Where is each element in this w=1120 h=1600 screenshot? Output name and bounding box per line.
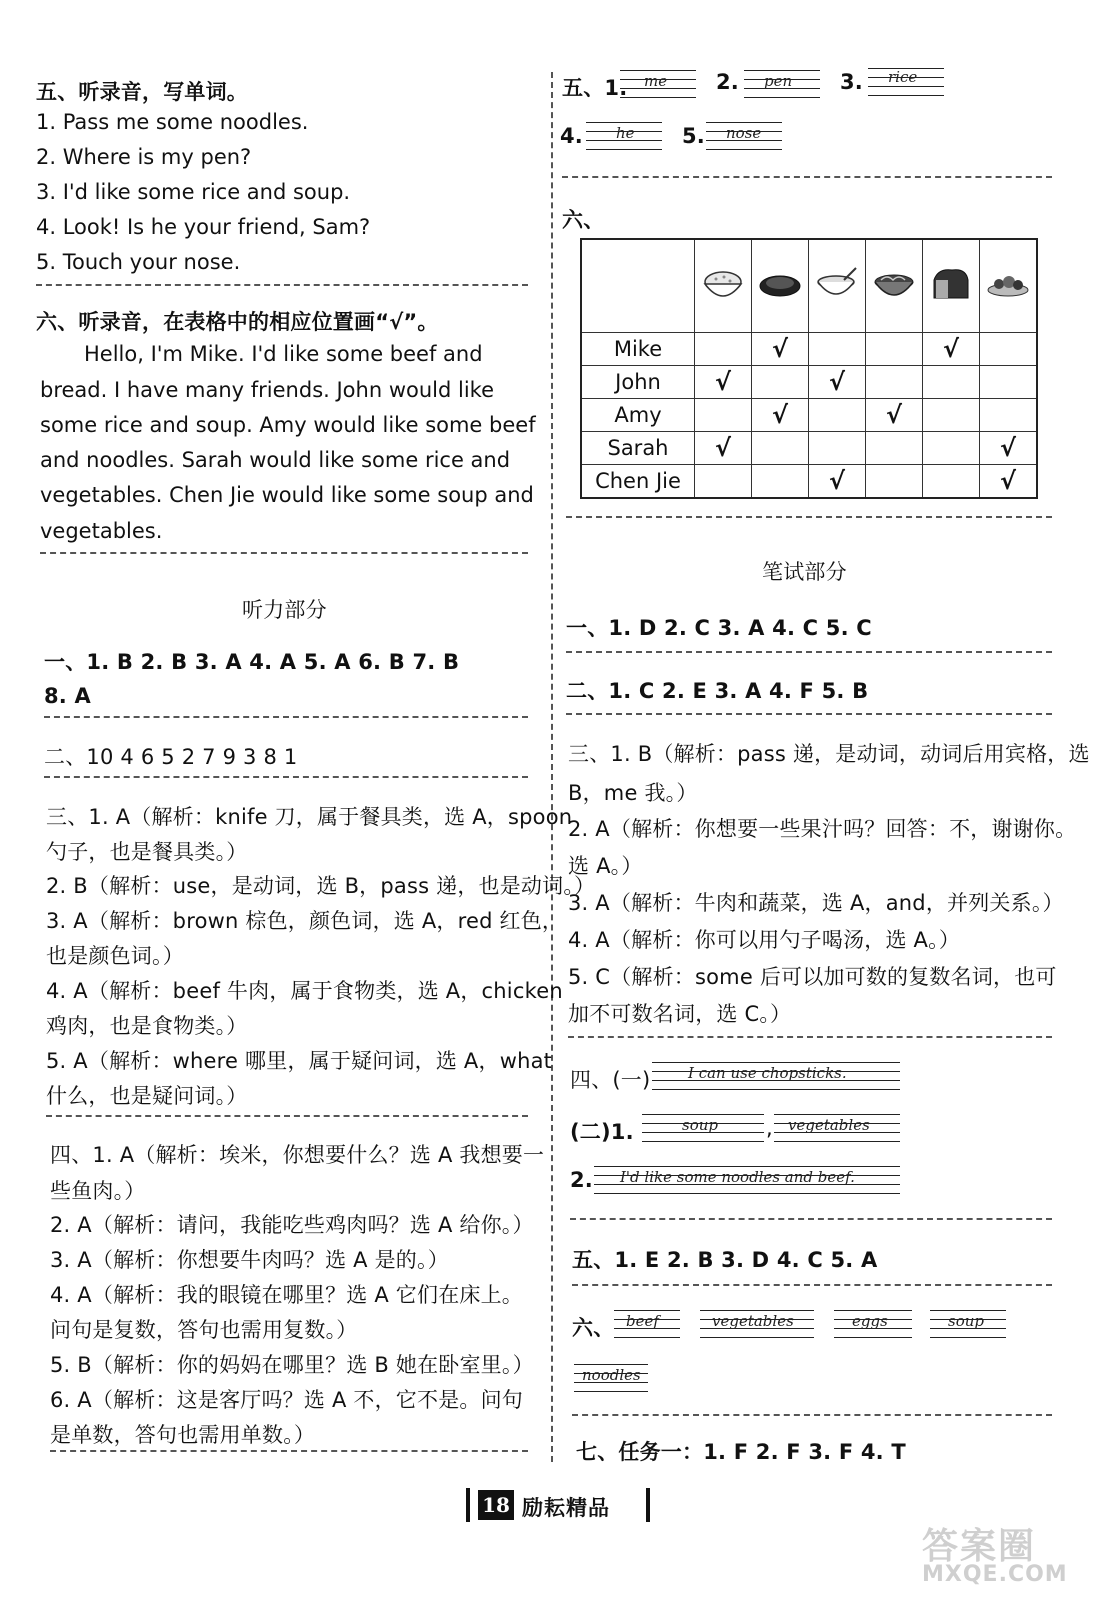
answer-line: 四、1. A（解析：埃米，你想要什么？选 A 我想要一 [50,1143,545,1167]
answer-line: 些鱼肉。） [50,1179,146,1203]
check-mark: √ [828,368,845,396]
section-4-label: 四、(一) [570,1068,651,1092]
answer-line: 2. A（解析：你想要一些果汁吗？回答：不，谢谢你。 [568,817,1077,841]
beef-icon [757,264,803,304]
handwritten-answer: me [644,72,668,90]
writing-line [868,66,944,98]
divider [566,651,1052,653]
section-6-title: 六、听录音，在表格中的相应位置画“√”。 [36,310,439,334]
divider [46,1115,528,1117]
divider [570,1218,1052,1220]
check-mark: √ [714,434,731,462]
answer-line: 3. A（解析：你想要牛肉吗？选 A 是的。） [50,1248,449,1272]
rice-icon [700,264,746,304]
divider [572,1414,1052,1416]
section-6b-label: 六、 [572,1316,615,1340]
check-mark: √ [999,434,1016,462]
answer-line: 七、任务一：1. F 2. F 3. F 4. T [576,1440,906,1464]
passage-line: vegetables. [40,519,163,543]
answer-line: 2. B（解析：use，是动词，选 B，pass 递，也是动词。） [46,874,596,898]
divider [562,176,1052,178]
writing-line [594,1164,900,1196]
answer-table [580,238,1038,499]
table-row [581,399,1037,432]
divider [566,516,1052,518]
check-mark: √ [999,467,1016,495]
check-mark: √ [828,467,845,495]
writing-line [930,1308,1006,1340]
answer-line: 5. C（解析：some 后可以加可数的复数名词，也可 [568,965,1057,989]
handwritten-answer: vegetables [712,1312,794,1330]
writing-line [586,120,662,152]
transcript-line: 3. I'd like some rice and soup. [36,180,351,204]
check-mark: √ [714,368,731,396]
answer-line: 鸡肉，也是食物类。） [46,1014,248,1038]
table-row [581,333,1037,366]
watermark-url: MXQE.COM [922,1562,1068,1587]
handwritten-answer: he [616,124,635,142]
writing-line [614,1308,680,1340]
handwritten-answer: noodles [582,1366,641,1384]
item-number: 5. [682,124,705,148]
passage-line: bread. I have many friends. John would like [40,378,495,402]
answer-line: 二、10 4 6 5 2 7 9 3 8 1 [44,745,298,769]
handwritten-answer: eggs [852,1312,888,1330]
table-header-row [581,239,1037,333]
brand-name: 励耘精品 [522,1496,610,1520]
answer-line: B，me 我。） [568,781,698,805]
row-name: John [581,366,695,399]
answer-line: 5. B（解析：你的妈妈在哪里？选 B 她在卧室里。） [50,1353,534,1377]
answer-line: 3. A（解析：牛肉和蔬菜，选 A，and，并列关系。） [568,891,1064,915]
writing-line [652,1060,900,1092]
transcript-line: 4. Look! Is he your friend, Sam? [36,215,371,239]
answer-line: 4. A（解析：beef 牛肉，属于食物类，选 A，chicken [46,979,563,1003]
item-number: 2. [716,70,739,94]
writing-line [834,1308,912,1340]
answer-line: 什么，也是疑问词。） [46,1084,248,1108]
passage-line: vegetables. Chen Jie would like some soup and [40,483,534,507]
row-name: Mike [581,333,695,366]
divider [566,713,1052,715]
handwritten-answer: pen [764,72,793,90]
answer-line: 6. A（解析：这是客厅吗？选 A 不，它不是。问句 [50,1388,523,1412]
writing-line [706,120,782,152]
passage-line: and noodles. Sarah would like some rice and [40,448,511,472]
answer-line: 三、1. A（解析：knife 刀，属于餐具类，选 A，spoon [46,805,573,829]
answer-line: 是单数，答句也需用单数。） [50,1423,316,1447]
table-corner [581,239,695,333]
answer-line: 二、1. C 2. E 3. A 4. F 5. B [566,679,869,703]
handwritten-answer: soup [948,1312,984,1330]
footer-bar-left [466,1488,470,1522]
divider [44,776,528,778]
footer [466,1488,652,1522]
divider [568,1036,1052,1038]
answer-line: 5. A（解析：where 哪里，属于疑问词，选 A，what [46,1049,553,1073]
transcript-line: 5. Touch your nose. [36,250,241,274]
soup-icon [814,264,860,304]
writing-line [700,1308,814,1340]
section-5-label: 五、1. [562,76,628,100]
check-mark: √ [771,401,788,429]
answer-line: 一、1. B 2. B 3. A 4. A 5. A 6. B 7. B [44,650,460,674]
table-row [581,432,1037,465]
passage-line: some rice and soup. Amy would like some beef [40,413,536,437]
vegetables-icon [985,264,1031,304]
comma: , [766,1116,773,1140]
handwritten-answer: I can use chopsticks. [688,1064,847,1082]
writing-line [642,1112,764,1144]
writing-line [744,68,820,100]
writing-line [620,68,696,100]
answer-line: 2. A（解析：请问，我能吃些鸡肉吗？选 A 给你。） [50,1213,534,1237]
handwritten-answer: soup [682,1116,718,1134]
divider [36,284,528,286]
noodles-icon [871,264,917,304]
section-5-title: 五、听录音，写单词。 [36,80,248,104]
section-6-label: 六、 [562,208,605,232]
answer-line: 勺子，也是餐具类。） [46,840,248,864]
row-name: Sarah [581,432,695,465]
answer-line: 4. A（解析：你可以用勺子喝汤，选 A。） [568,928,961,952]
item-number: 3. [840,70,863,94]
handwritten-answer: I'd like some noodles and beef. [620,1168,855,1186]
answer-line: 加不可数名词，选 C。） [568,1002,792,1026]
divider [50,1450,528,1452]
handwritten-answer: rice [888,68,918,86]
handwritten-answer: vegetables [788,1116,870,1134]
writing-line [774,1112,900,1144]
page-number: 18 [478,1490,514,1520]
footer-bar-right [646,1488,650,1522]
item-number: 2. [570,1168,593,1192]
answer-line: 4. A（解析：我的眼镜在哪里？选 A 它们在床上。 [50,1283,523,1307]
row-name: Amy [581,399,695,432]
divider [44,716,528,718]
listening-heading: 听力部分 [242,598,327,622]
passage-line: Hello, I'm Mike. I'd like some beef and [84,342,483,366]
bread-icon [928,264,974,304]
transcript-line: 1. Pass me some noodles. [36,110,309,134]
written-heading: 笔试部分 [762,560,847,584]
answer-line: 8. A [44,684,91,708]
writing-line [574,1362,648,1394]
answer-line: 选 A。） [568,854,643,878]
answer-line: 也是颜色词。） [46,944,184,968]
row-name: Chen Jie [581,465,695,499]
watermark-logo: 答案圈 [922,1526,1037,1567]
divider [572,1284,1052,1286]
handwritten-answer: beef [626,1312,659,1330]
table-row [581,366,1037,399]
check-mark: √ [885,401,902,429]
item-number: (二)1. [570,1120,634,1144]
answer-line: 五、1. E 2. B 3. D 4. C 5. A [572,1248,878,1272]
answer-line: 问句是复数，答句也需用复数。） [50,1318,358,1342]
answer-line: 3. A（解析：brown 棕色，颜色词，选 A，red 红色， [46,909,564,933]
table-row [581,465,1037,499]
item-number: 4. [560,124,583,148]
divider [40,552,528,554]
column-divider [551,72,553,1462]
answer-line: 三、1. B（解析：pass 递，是动词，动词后用宾格，选 [568,742,1090,766]
transcript-line: 2. Where is my pen? [36,145,252,169]
handwritten-answer: nose [726,124,762,142]
check-mark: √ [771,335,788,363]
answer-line: 一、1. D 2. C 3. A 4. C 5. C [566,616,872,640]
check-mark: √ [942,335,959,363]
